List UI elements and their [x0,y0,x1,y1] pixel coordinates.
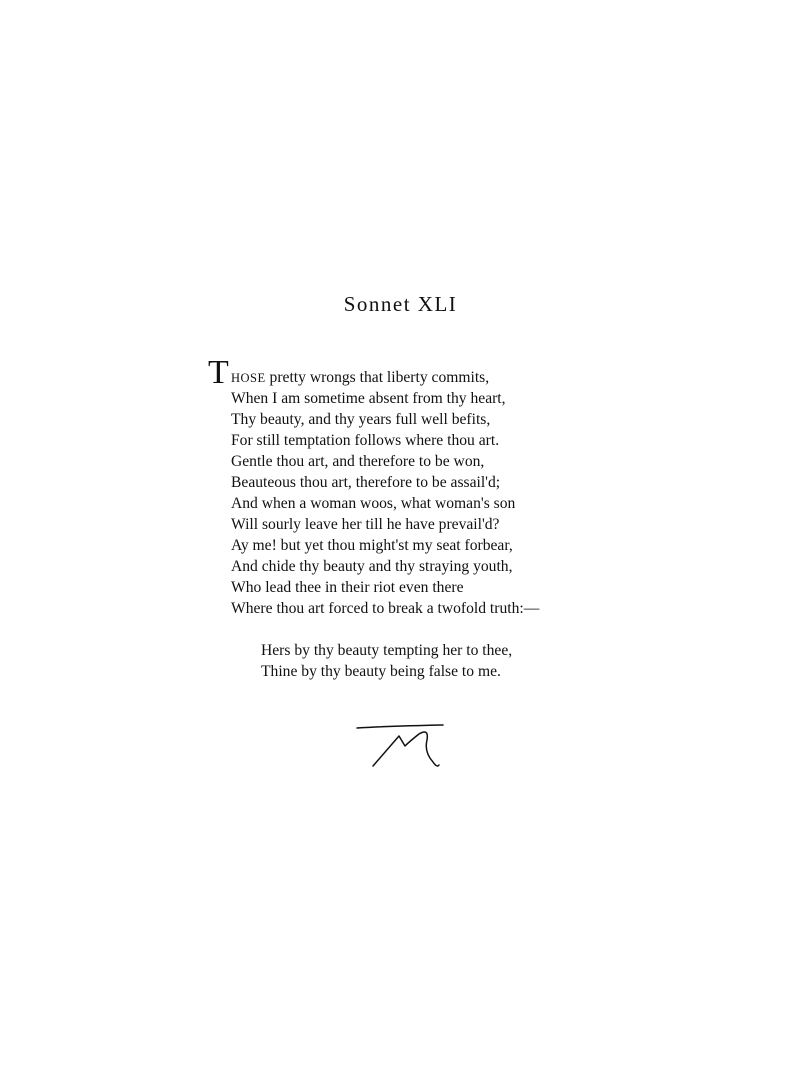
poem-line-12: Where thou art forced to break a twofold truth:— [231,600,540,617]
poem-line-11: Who lead thee in their riot even there [231,579,464,596]
monogram-ornament [355,722,445,770]
drop-cap: T [208,354,229,391]
monogram-top-stroke [357,725,443,728]
poem-line-4: For still temptation follows where thou art. [231,432,500,449]
sonnet-body [208,354,651,682]
couplet-line-2: Thine by thy beauty being false to me. [261,663,501,680]
couplet-line-1: Hers by thy beauty tempting her to thee, [261,642,513,659]
poem-line-6: Beauteous thou art, therefore to be assail'd; [231,474,501,491]
poem-line-1 [208,354,651,391]
first-line-rest: pretty wrongs that liberty commits, [265,369,490,386]
poem-line-2: When I am sometime absent from thy heart, [231,390,506,407]
poem-line-7: And when a woman woos, what woman's son [231,495,516,512]
poem-line-13 [231,619,651,640]
poem-line-8: Will sourly leave her till he have prevail'd? [231,516,500,533]
sonnet-title: Sonnet XLI [343,292,458,316]
poem-line-5: Gentle thou art, and therefore to be won, [231,453,485,470]
monogram-left-stroke [373,732,439,766]
poem-line-3: Thy beauty, and thy years full well befits, [231,411,491,428]
poem-line-9: Ay me! but yet thou might'st my seat forbear, [231,537,513,554]
first-word-smallcaps: HOSE [231,371,266,385]
poem-line-10: And chide thy beauty and thy straying youth, [231,558,513,575]
